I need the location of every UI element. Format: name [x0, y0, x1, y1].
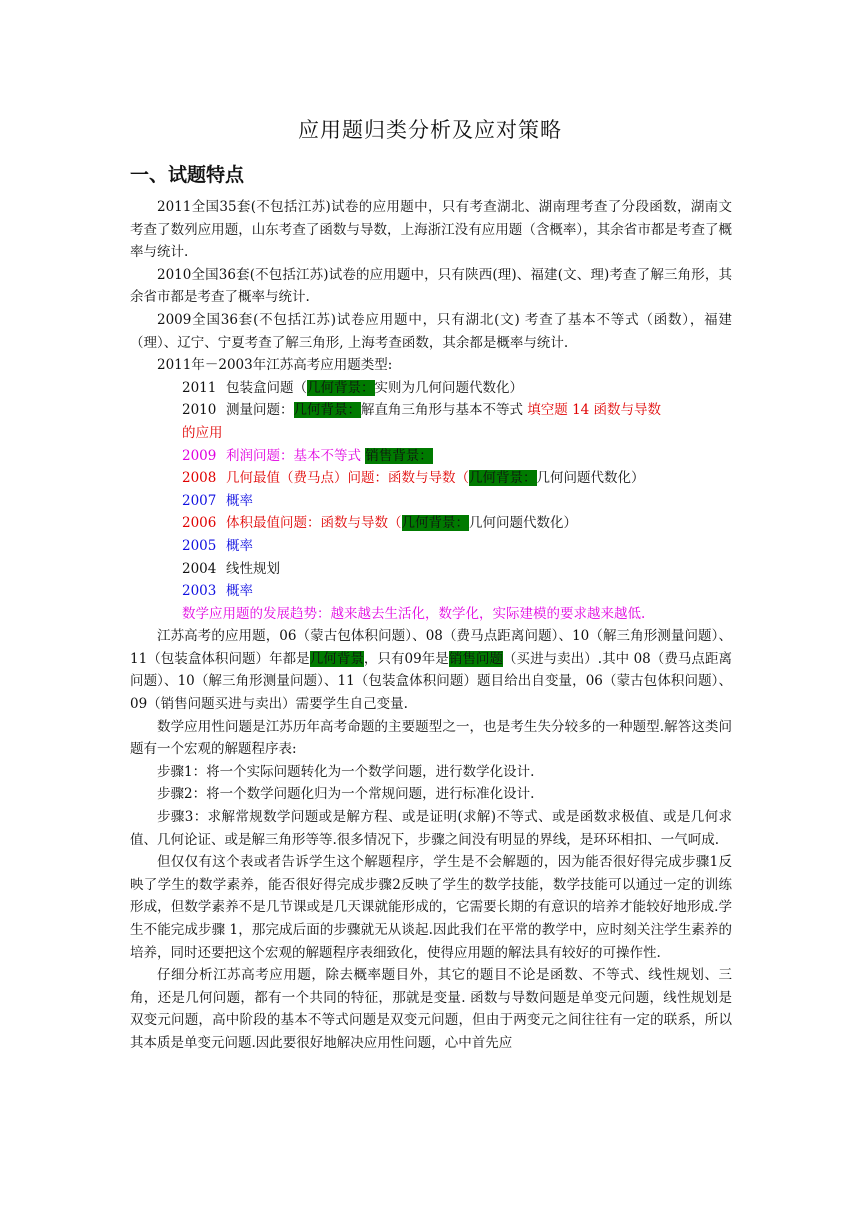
section-heading: 一、试题特点	[130, 164, 245, 186]
list-item-2006: 2006 体积最值问题：函数与导数（几何背景：几何问题代数化）	[182, 515, 577, 532]
highlight-sales: 销售背景：	[365, 447, 433, 464]
paragraph-variables: 仔细分析江苏高考应用题，除去概率题目外，其它的题目不论是函数、不等式、线性规划、三角，还是几何问题，都有一个共同的特征，那就是变量. 函数与导数问题是单变元问题，线性规划是双变元问题，高中阶段的基本不等式问题是双变元问题，但由于两变元之间往往有一定的联系，所以其本质是单变元问题.因此要很好地解决应用性问题，心中首先应	[130, 967, 732, 1051]
paragraph-jiangsu-types: 2011年－2003年江苏高考应用题类型:	[157, 357, 393, 374]
paragraph-2010-summary: 2010全国36套(不包括江苏)试卷的应用题中，只有陕西(理)、福建(文、理)考查了解三角形，其余省市都是考查了概率与统计.	[130, 266, 732, 306]
step-1: 步骤1：将一个实际问题转化为一个数学问题，进行数学化设计.	[157, 763, 535, 780]
list-item-2004: 2004 线性规划	[182, 560, 280, 577]
highlight-geometry: 几何背景：	[401, 515, 469, 532]
list-item-2005: 2005 概率	[182, 537, 253, 554]
paragraph-2009-summary: 2009全国36套(不包括江苏)试卷应用题中，只有湖北(文) 考查了基本不等式（函数），福建（理）、辽宁、宁夏考查了解三角形, 上海考查函数，其余都是概率与统计.	[130, 311, 732, 351]
highlight-geometry: 几何背景：	[307, 379, 375, 396]
highlight-geometry: 几何背景：	[469, 470, 537, 487]
step-2: 步骤2：将一个数学问题化归为一个常规问题，进行标准化设计.	[157, 786, 535, 803]
highlight-sales-problem: 销售问题	[448, 650, 504, 667]
list-item-2008: 2008 几何最值（费马点）问题：函数与导数（几何背景：几何问题代数化）	[182, 470, 645, 487]
paragraph-literacy: 但仅仅有这个表或者告诉学生这个解题程序，学生是不会解题的，因为能否很好得完成步骤1反映了学生的数学素养，能否很好得完成步骤2反映了学生的数学技能，数学技能可以通过一定的训练形成，但数学素养不是几节课或是几天课就能形成的，它需要长期的有意识的培养才能较好地形成.学生不能完成步骤 1，那完成后面的步骤就无从谈起.因此我们在平常的教学中，应时刻关注学生素养的培养，同时还要把这个宏观的解题程序表细致化，使得应用题的解法具有较好的可操作性.	[130, 854, 732, 961]
paragraph-2011-summary: 2011全国35套(不包括江苏)试卷的应用题中，只有考查湖北、湖南理考查了分段函数，湖南文考查了数列应用题，山东考查了函数与导数，上海浙江没有应用题（含概率），其余省市都是考查了概率与统计.	[130, 199, 732, 261]
trend-note: 数学应用题的发展趋势：越来越去生活化，数学化，实际建模的要求越来越低.	[182, 605, 646, 622]
list-item-2009: 2009 利润问题：基本不等式 销售背景：	[182, 447, 433, 464]
document-body	[130, 196, 732, 1055]
document-title: 应用题归类分析及应对策略	[298, 118, 562, 142]
step-3: 步骤3：求解常规数学问题或是解方程、或是证明(求解)不等式、或是函数求极值、或是几何求值、几何论证、或是解三角形等等.很多情况下，步骤之间没有明显的界线，是环环相扣、一气呵成.	[130, 809, 732, 848]
list-item-2011: 2011 包装盒问题（几何背景：实则为几何问题代数化）	[182, 379, 523, 396]
highlight-geometry: 几何背景：	[293, 402, 361, 419]
year-list	[130, 377, 732, 603]
highlight-geometry-background: 几何背景	[309, 650, 364, 667]
paragraph-procedure-intro: 数学应用性问题是江苏历年高考命题的主要题型之一，也是考生失分较多的一种题型.解答这类问题有一个宏观的解题程序表:	[130, 718, 732, 758]
list-item-2003: 2003 概率	[182, 583, 253, 600]
list-item-2007: 2007 概率	[182, 492, 253, 509]
paragraph-jiangsu-background: 江苏高考的应用题，06（蒙古包体积问题）、08（费马点距离问题）、10（解三角形测量问题）、11（包装盒体积问题）年都是几何背景，只有09年是销售问题（买进与卖出）.其中 08（费马点距离问题）、10（解三角形测量问题）、11（包装盒体积问题）题目给出自变量，06（蒙古包体积问题）、09（销售问题买进与卖出）需要学生自己变量.	[130, 628, 732, 713]
list-item-2010: 2010 测量问题：几何背景：解直角三角形与基本不等式 填空题 14 函数与导数 的应用	[182, 402, 662, 441]
